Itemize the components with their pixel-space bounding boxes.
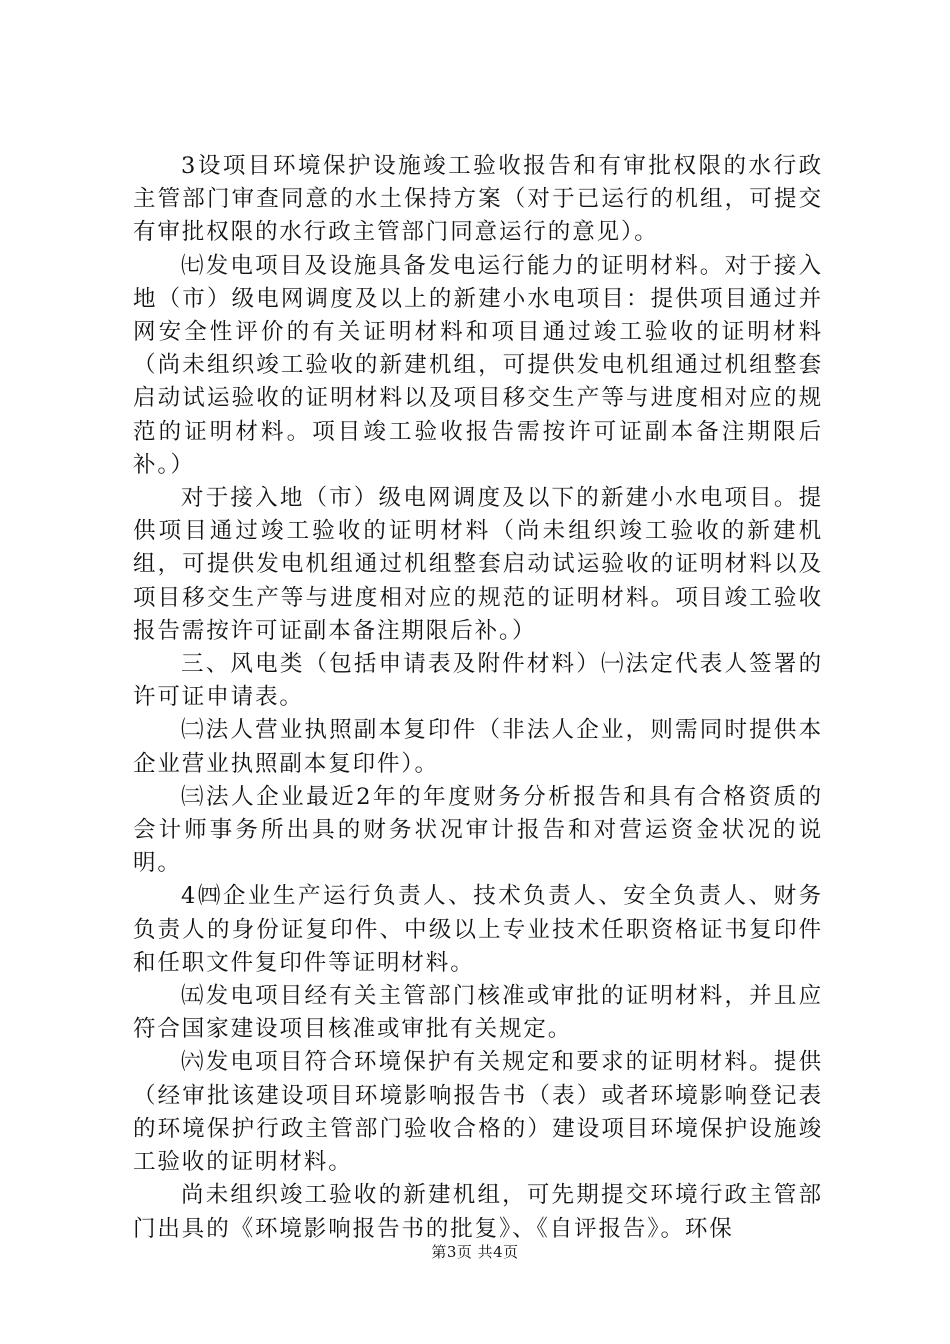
paragraph: 三、风电类（包括申请表及附件材料）㈠法定代表人签署的许可证申请表。 (133, 651, 823, 711)
document-body (133, 150, 823, 1246)
paragraph: ㈢法人企业最近2年的年度财务分析报告和具有合格资质的会计师事务所出具的财务状况审计报告和对营运资金状况的说明。 (133, 783, 823, 877)
paragraph: 3设项目环境保护设施竣工验收报告和有审批权限的水行政主管部门审查同意的水土保持方案（对于已运行的机组，可提交有审批权限的水行政主管部门同意运行的意见）。 (133, 153, 823, 246)
paragraph: 尚未组织竣工验收的新建机组，可先期提交环境行政主管部门出具的《环境影响报告书的批复》、《自评报告》。环保 (133, 1182, 823, 1242)
paragraph: ㈤发电项目经有关主管部门核准或审批的证明材料，并且应符合国家建设项目核准或审批有关规定。 (133, 983, 823, 1043)
paragraph: 对于接入地（市）级电网调度及以下的新建小水电项目。提供项目通过竣工验收的证明材料（尚未组织竣工验收的新建机组，可提供发电机组通过机组整套启动试运验收的证明材料以及项目移交生产等与进度相对应的规范的证明材料。项目竣工验收报告需按许可证副本备注期限后补。） (133, 485, 823, 644)
paragraph: ㈥发电项目符合环境保护有关规定和要求的证明材料。提供（经审批该建设项目环境影响报告书（表）或者环境影响登记表的环境保护行政主管部门验收合格的）建设项目环境保护设施竣工验收的证明材料。 (133, 1049, 823, 1176)
paragraph: 4㈣企业生产运行负责人、技术负责人、安全负责人、财务负责人的身份证复印件、中级以上专业技术任职资格证书复印件和任职文件复印件等证明材料。 (133, 883, 823, 976)
page-footer: 第3页 共4页 (431, 1243, 519, 1261)
paragraph: ㈦发电项目及设施具备发电运行能力的证明材料。对于接入地（市）级电网调度及以上的新建小水电项目：提供项目通过并网安全性评价的有关证明材料和项目通过竣工验收的证明材料（尚未组织竣工验收的新建机组，可提供发电机组通过机组整套启动试运验收的证明材料以及项目移交生产等与进度相对应的规范的证明材料。项目竣工验收报告需按许可证副本备注期限后补。） (133, 252, 823, 478)
paragraph: ㈡法人营业执照副本复印件（非法人企业，则需同时提供本企业营业执照副本复印件）。 (133, 717, 823, 777)
